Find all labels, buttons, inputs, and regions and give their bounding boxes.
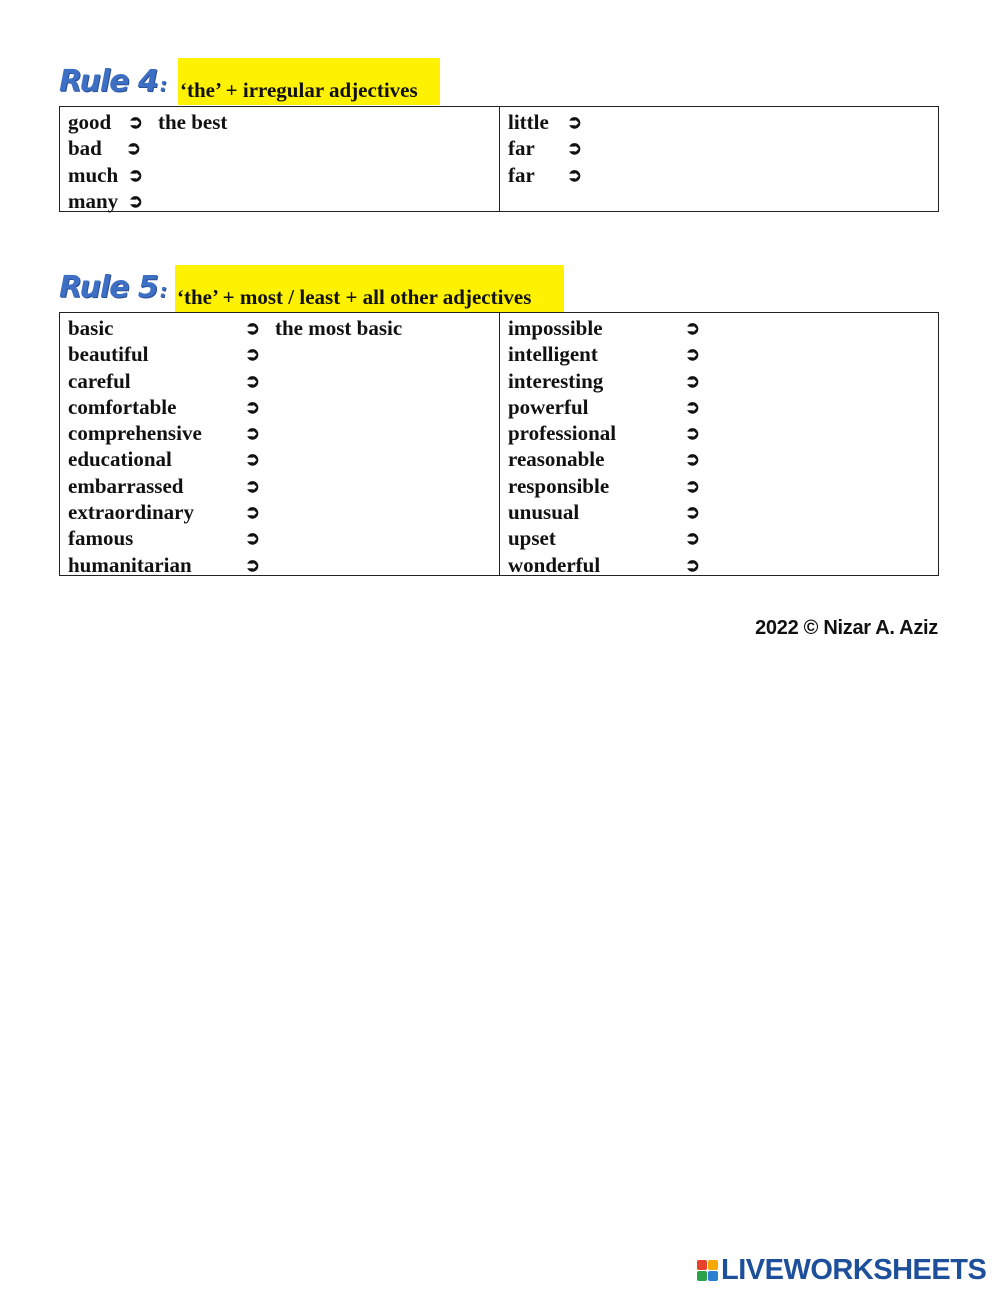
arrow-right-icon: ➲	[685, 344, 701, 365]
arrow-right-icon: ➲	[245, 318, 261, 338]
word-row	[508, 162, 938, 188]
word-row	[68, 552, 499, 578]
word-row	[508, 394, 938, 420]
word-row	[508, 341, 938, 367]
arrow-right-icon: ➲	[685, 449, 701, 470]
brand-logo-icon	[697, 1260, 718, 1281]
adjective-word: comfortable	[68, 394, 177, 419]
adjective-word: reasonable	[508, 447, 605, 472]
word-row	[68, 315, 499, 341]
brand-logo-square	[708, 1271, 718, 1281]
copyright-footer: 2022 © Nizar A. Aziz	[755, 617, 938, 639]
arrow-right-icon: ➲	[685, 554, 701, 575]
arrow-right-icon: ➲	[245, 370, 261, 391]
rule-5-left-column	[60, 313, 499, 575]
adjective-word: basic	[68, 316, 114, 340]
rule-5-colon: :	[159, 281, 166, 302]
arrow-right-icon: ➲	[245, 502, 261, 523]
arrow-right-icon: ➲	[128, 112, 144, 132]
word-row	[68, 499, 499, 525]
arrow-right-icon: ➲	[245, 554, 261, 575]
arrow-right-icon: ➲	[685, 502, 701, 523]
word-row	[508, 315, 938, 341]
adjective-word: impossible	[508, 316, 603, 340]
word-row	[68, 135, 499, 161]
rule-4-left-column	[60, 107, 499, 211]
brand-name: LIVEWORKSHEETS	[721, 1254, 987, 1286]
arrow-right-icon: ➲	[245, 528, 261, 549]
brand-logo-square	[697, 1260, 707, 1270]
arrow-right-icon: ➲	[245, 344, 261, 365]
word-row	[68, 525, 499, 551]
arrow-right-icon: ➲	[245, 423, 261, 444]
arrow-right-icon: ➲	[245, 449, 261, 470]
adjective-word: beautiful	[68, 342, 149, 367]
superlative-answer[interactable]: the most basic	[275, 316, 403, 340]
arrow-right-icon: ➲	[685, 423, 701, 444]
word-row	[508, 473, 938, 499]
arrow-right-icon: ➲	[126, 138, 142, 159]
word-row	[68, 446, 499, 472]
arrow-right-icon: ➲	[685, 370, 701, 391]
adjective-word: responsible	[508, 473, 610, 498]
word-row	[68, 394, 499, 420]
adjective-word: educational	[68, 447, 172, 472]
adjective-word: upset	[508, 526, 556, 551]
adjective-word: famous	[68, 526, 134, 551]
rule-5-table	[59, 312, 939, 576]
liveworksheets-brand	[697, 1254, 986, 1287]
word-row	[508, 552, 938, 578]
adjective-word: good	[68, 110, 112, 134]
adjective-word: unusual	[508, 500, 580, 525]
word-row	[508, 420, 938, 446]
rule-5-title	[175, 265, 564, 312]
adjective-word: many	[68, 188, 119, 213]
word-row	[508, 446, 938, 472]
word-row	[68, 341, 499, 367]
word-row	[508, 525, 938, 551]
adjective-word: interesting	[508, 368, 604, 393]
rule-5-label-text: Rule 5	[59, 270, 158, 305]
rule-5-title-text: ‘the’ + most / least + all other adjectives	[177, 285, 532, 309]
arrow-right-icon: ➲	[567, 138, 583, 159]
arrow-right-icon: ➲	[245, 475, 261, 496]
word-row	[68, 188, 499, 214]
word-row	[508, 368, 938, 394]
arrow-right-icon: ➲	[128, 190, 144, 211]
rule-4-right-column	[499, 107, 938, 211]
adjective-word: comprehensive	[68, 421, 202, 446]
rule-4-label-text: Rule 4	[59, 64, 158, 99]
rule-5-label	[59, 270, 166, 305]
arrow-right-icon: ➲	[685, 475, 701, 496]
word-row	[68, 109, 499, 135]
rule-4-title	[178, 58, 440, 105]
word-row	[68, 162, 499, 188]
adjective-word: much	[68, 162, 119, 187]
adjective-word: intelligent	[508, 342, 598, 367]
rule-4-table	[59, 106, 939, 212]
word-row	[508, 135, 938, 161]
arrow-right-icon: ➲	[685, 528, 701, 549]
rule-5-right-column	[499, 313, 938, 575]
word-row	[508, 109, 938, 135]
arrow-right-icon: ➲	[567, 164, 583, 185]
adjective-word: far	[508, 136, 535, 161]
superlative-answer[interactable]: the best	[158, 110, 228, 134]
arrow-right-icon: ➲	[128, 164, 144, 185]
adjective-word: wonderful	[508, 552, 601, 577]
word-row	[68, 368, 499, 394]
word-row	[68, 420, 499, 446]
adjective-word: powerful	[508, 394, 589, 419]
adjective-word: humanitarian	[68, 552, 192, 577]
brand-logo-square	[697, 1271, 707, 1281]
brand-logo-square	[708, 1260, 718, 1270]
adjective-word: bad	[68, 136, 102, 161]
adjective-word: professional	[508, 421, 617, 446]
arrow-right-icon: ➲	[685, 396, 701, 417]
arrow-right-icon: ➲	[685, 318, 701, 338]
arrow-right-icon: ➲	[567, 112, 583, 132]
adjective-word: careful	[68, 368, 131, 393]
rule-4-colon: :	[159, 75, 166, 96]
adjective-word: little	[508, 110, 549, 134]
rule-4-label	[59, 64, 166, 99]
word-row	[68, 473, 499, 499]
adjective-word: extraordinary	[68, 500, 194, 525]
rule-4-title-text: ‘the’ + irregular adjectives	[180, 78, 418, 102]
adjective-word: embarrassed	[68, 473, 184, 498]
arrow-right-icon: ➲	[245, 396, 261, 417]
word-row	[508, 499, 938, 525]
adjective-word: far	[508, 162, 535, 187]
